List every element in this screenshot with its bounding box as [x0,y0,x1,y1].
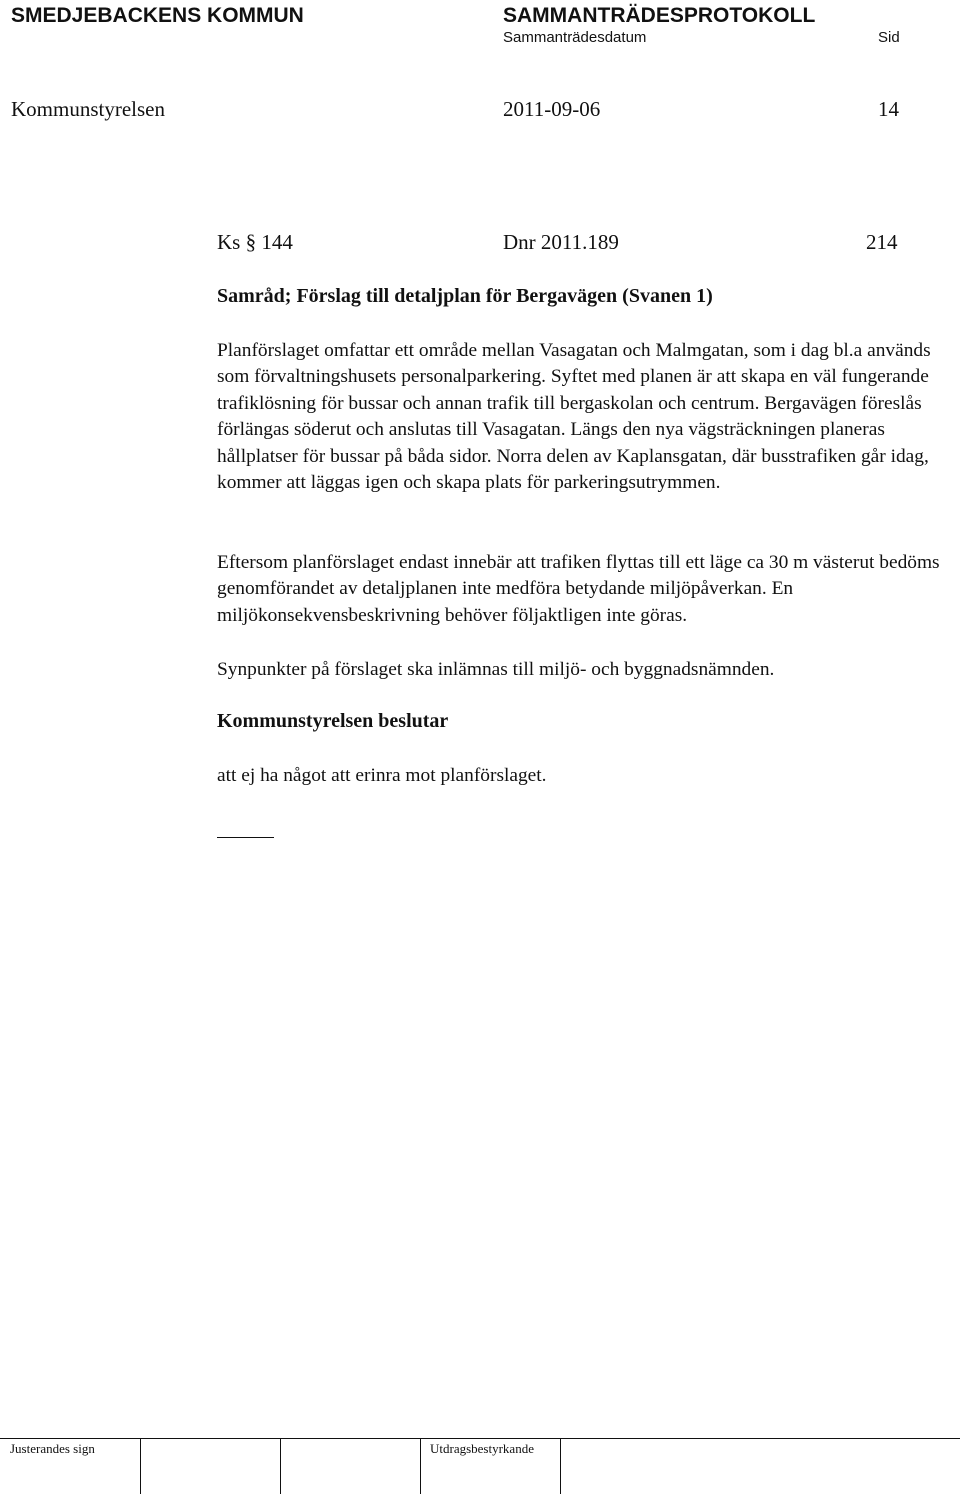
decision-heading: Kommunstyrelsen beslutar [217,710,449,732]
paragraph-environmental-impact: Eftersom planförslaget endast innebär att trafiken flyttas till ett läge ca 30 m västerut bedöms genomförandet av detaljplanen inte medföra betydande miljöpåverkan. En miljökonsekvensbeskrivning behöver följaktligen inte göras. [217,552,940,626]
end-rule [217,837,274,838]
section-sign-icon: § [245,230,257,254]
meeting-date-label: Sammanträdesdatum [503,29,647,46]
diary-number: Dnr 2011.189 [503,230,619,254]
signature-box-divider [140,1438,141,1494]
case-number: 214 [866,230,898,254]
document-type: SAMMANTRÄDESPROTOKOLL [503,4,816,27]
decision-text: att ej ha något att erinra mot planförslaget. [217,765,547,786]
signature-box-divider [420,1438,421,1494]
paragraph-description: Planförslaget omfattar ett område mellan Vasagatan och Malmgatan, som i dag bl.a används som förvaltningshusets personalparkering. Syftet med planen är att skapa en väl fungerande trafiklösning för bussar och annan trafik till bergaskolan och centrum. Bergavägen föreslås förlängas söderut och anslutas till Vasagatan. Längs den nya vägsträckningen planeras hållplatser för bussar på båda sidor. Norra delen av Kaplansgatan, där busstrafiken går idag, kommer att läggas igen och skapa plats för parkeringsutrymmen. [217,340,931,494]
certification-label: Utdragsbestyrkande [430,1441,534,1456]
signature-box-divider [280,1438,281,1494]
ks-prefix: Ks [217,230,241,254]
page-number: 14 [878,97,899,121]
meeting-date: 2011-09-06 [503,97,601,121]
case-title: Samråd; Förslag till detaljplan för Bergavägen (Svanen 1) [217,285,713,307]
page-label: Sid [878,29,900,46]
organization-name: SMEDJEBACKENS KOMMUN [11,4,304,27]
ks-reference [217,230,293,255]
paragraph-comments: Synpunkter på förslaget ska inlämnas till miljö- och byggnadsnämnden. [217,659,775,680]
ks-number: 144 [261,230,293,254]
certification-box-divider [560,1438,561,1494]
committee-name: Kommunstyrelsen [11,97,165,121]
footer-rule [0,1438,960,1439]
signature-label: Justerandes sign [10,1441,95,1456]
